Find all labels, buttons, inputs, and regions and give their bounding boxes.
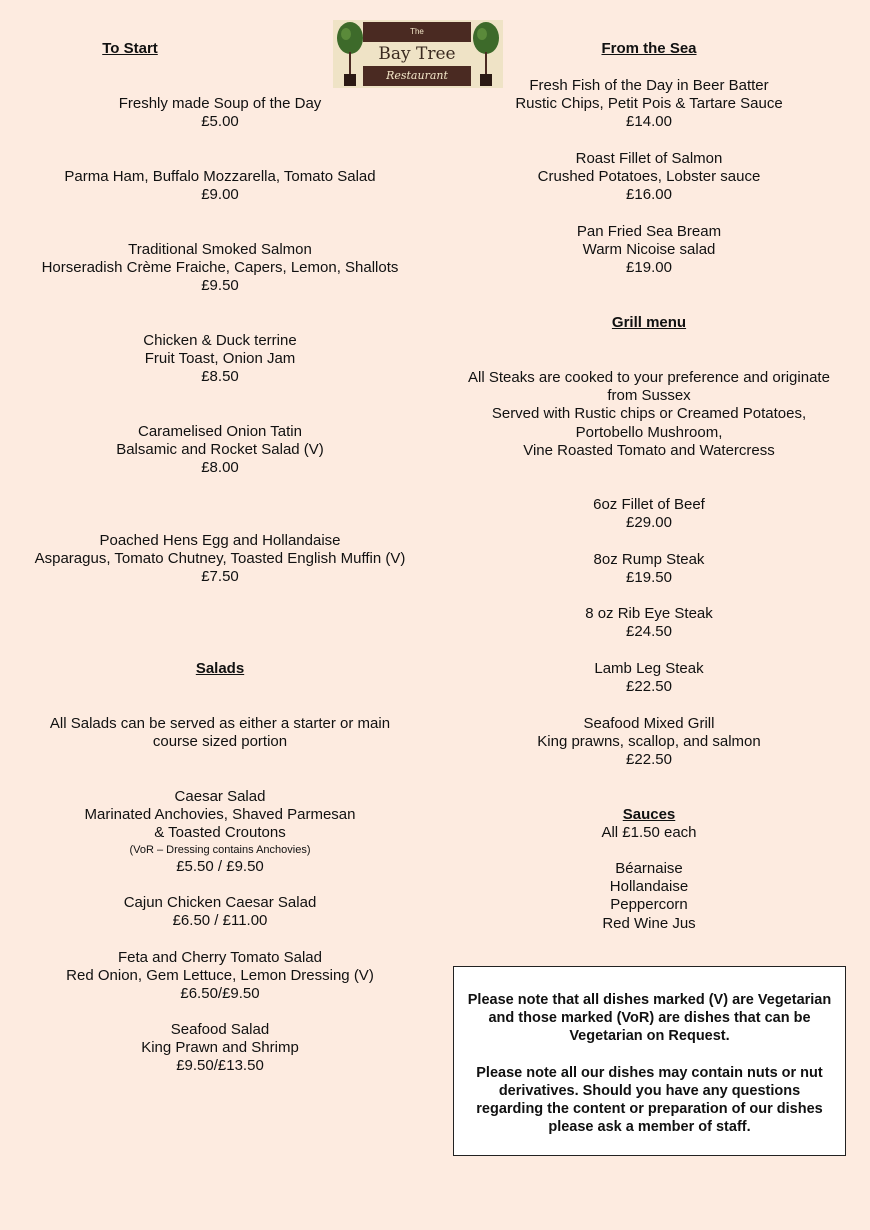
menu-item: Lamb Leg Steak £22.50 <box>594 660 704 696</box>
allergen-notice: Please note all our dishes may contain nuts or nut derivatives. Should you have any questions regarding the content or preparation of our dishes please ask a member of staff. <box>476 1064 823 1136</box>
salads-heading: Salads <box>195 660 245 677</box>
sauces-price: All £1.50 each <box>601 824 697 841</box>
sauces-list: Béarnaise Hollandaise Peppercorn Red Wine Jus <box>602 860 696 932</box>
salads-intro: All Salads can be served as either a starter or main course sized portion <box>49 715 391 751</box>
menu-item: Seafood Salad King Prawn and Shrimp £9.50/£13.50 <box>141 1021 299 1075</box>
sauces-heading: Sauces <box>622 806 676 823</box>
grill-intro: All Steaks are cooked to your preference and originate from Sussex Served with Rustic chips or Creamed Potatoes, Portobello Mushroom, Vine Roasted Tomato and Watercress <box>468 369 830 459</box>
menu-item: Seafood Mixed Grill King prawns, scallop, and salmon £22.50 <box>537 715 761 769</box>
menu-item: Poached Hens Egg and Hollandaise Asparagus, Tomato Chutney, Toasted English Muffin (V) £7.50 <box>34 532 406 586</box>
from-the-sea-heading: From the Sea <box>601 40 697 57</box>
menu-item: Fresh Fish of the Day in Beer Batter Rustic Chips, Petit Pois & Tartare Sauce £14.00 <box>515 77 783 131</box>
menu-item: 8 oz Rib Eye Steak £24.50 <box>585 605 713 641</box>
menu-item: 6oz Fillet of Beef £29.00 <box>593 496 705 532</box>
menu-item: Traditional Smoked Salmon Horseradish Crème Fraiche, Capers, Lemon, Shallots £9.50 <box>41 241 399 295</box>
menu-item: Feta and Cherry Tomato Salad Red Onion, Gem Lettuce, Lemon Dressing (V) £6.50/£9.50 <box>66 949 374 1003</box>
menu-item: Caramelised Onion Tatin Balsamic and Rocket Salad (V) £8.00 <box>116 423 324 477</box>
menu-item: 8oz Rump Steak £19.50 <box>593 551 705 587</box>
to-start-heading: To Start <box>102 40 158 57</box>
menu-item: Parma Ham, Buffalo Mozzarella, Tomato Salad £9.00 <box>64 168 376 204</box>
menu-item: Chicken & Duck terrine Fruit Toast, Onion Jam £8.50 <box>143 332 297 386</box>
dietary-note: (VoR – Dressing contains Anchovies) <box>129 843 311 856</box>
menu-item: Pan Fried Sea Bream Warm Nicoise salad £19.00 <box>576 223 722 277</box>
menu-item: Caesar Salad Marinated Anchovies, Shaved Parmesan & Toasted Croutons (VoR – Dressing contains Anchovies) £5.50 / £9.50 <box>10 788 430 876</box>
menu-item: Cajun Chicken Caesar Salad £6.50 / £11.00 <box>123 894 317 930</box>
menu-item: Freshly made Soup of the Day £5.00 <box>118 95 322 131</box>
menu-item: Roast Fillet of Salmon Crushed Potatoes, Lobster sauce £16.00 <box>537 150 761 204</box>
vegetarian-notice: Please note that all dishes marked (V) are Vegetarian and those marked (VoR) are dishes that can be Vegetarian on Request. <box>467 992 832 1045</box>
grill-menu-heading: Grill menu <box>611 314 687 331</box>
logo-name: Bay Tree <box>378 44 456 64</box>
logo-the: The <box>363 22 471 42</box>
dietary-notice-box <box>453 966 846 1156</box>
logo-sub: Restaurant <box>363 66 471 86</box>
